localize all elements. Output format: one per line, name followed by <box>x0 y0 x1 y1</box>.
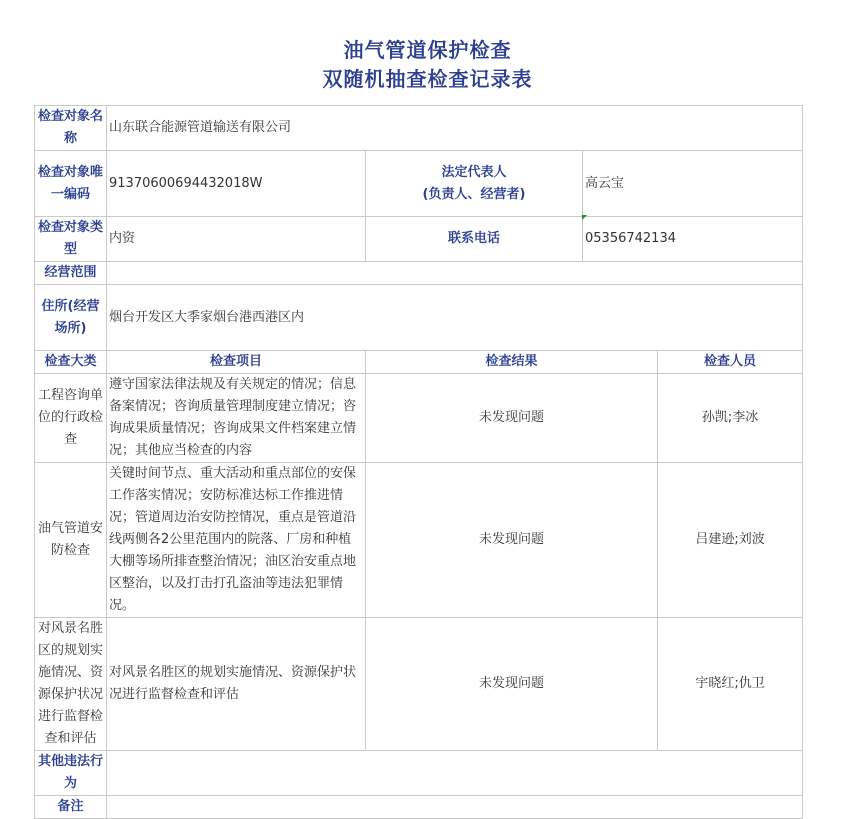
row-category: 对风景名胜区的规划实施情况、资源保护状况进行监督检查和评估 <box>35 618 107 751</box>
row-remarks <box>35 796 803 819</box>
title-line-1: 油气管道保护检查 <box>343 38 512 62</box>
row-address <box>35 285 803 351</box>
legal-rep-value: 高云宝 <box>583 151 803 217</box>
object-name-label: 检查对象名称 <box>35 106 107 151</box>
header-result: 检查结果 <box>366 351 658 374</box>
business-scope-label: 经营范围 <box>35 262 107 285</box>
row-result: 未发现问题 <box>366 463 658 618</box>
page-title <box>0 36 855 94</box>
object-type-label: 检查对象类型 <box>35 217 107 262</box>
unified-code-label: 检查对象唯一编码 <box>35 151 107 217</box>
row-item: 关键时间节点、重大活动和重点部位的安保工作落实情况；安防标准达标工作推进情况；管道周边治安防控情况，重点是管道沿线两侧各2公里范围内的院落、厂房和种植大棚等场所排查整治情况；油区治安重点地区整治，以及打击打孔盗油等违法犯罪情况。 <box>107 463 366 618</box>
address-value: 烟台开发区大季家烟台港西港区内 <box>107 285 803 351</box>
row-business-scope <box>35 262 803 285</box>
row-inspector: 吕建逊;刘波 <box>658 463 803 618</box>
phone-value: 05356742134 <box>583 217 803 262</box>
row-object-type <box>35 217 803 262</box>
row-result: 未发现问题 <box>366 374 658 463</box>
header-item: 检查项目 <box>107 351 366 374</box>
table-row <box>35 463 803 618</box>
unified-code-value: 91370600694432018W <box>107 151 366 217</box>
legal-rep-label-line1: 法定代表人 <box>441 164 507 180</box>
row-category: 工程咨询单位的行政检查 <box>35 374 107 463</box>
row-inspector: 孙凯;李冰 <box>658 374 803 463</box>
cell-comment-marker-icon <box>582 215 587 220</box>
row-object-name <box>35 106 803 151</box>
business-scope-value <box>107 262 803 285</box>
legal-rep-label-line2: (负责人、经营者) <box>422 186 526 202</box>
object-type-value: 内资 <box>107 217 366 262</box>
legal-rep-label <box>366 151 583 217</box>
row-result: 未发现问题 <box>366 618 658 751</box>
header-inspector: 检查人员 <box>658 351 803 374</box>
row-unified-code <box>35 151 803 217</box>
table-row <box>35 618 803 751</box>
other-violations-value <box>107 751 803 796</box>
row-item: 对风景名胜区的规划实施情况、资源保护状况进行监督检查和评估 <box>107 618 366 751</box>
phone-label: 联系电话 <box>366 217 583 262</box>
other-violations-label: 其他违法行为 <box>35 751 107 796</box>
section-header-row <box>35 351 803 374</box>
inspection-record-table <box>34 105 803 819</box>
row-inspector: 宇晓红;仇卫 <box>658 618 803 751</box>
title-line-2: 双随机抽查检查记录表 <box>322 67 533 91</box>
row-item: 遵守国家法律法规及有关规定的情况；信息备案情况；咨询质量管理制度建立情况；咨询成果质量情况；咨询成果文件档案建立情况；其他应当检查的内容 <box>107 374 366 463</box>
remarks-value <box>107 796 803 819</box>
remarks-label: 备注 <box>35 796 107 819</box>
row-category: 油气管道安防检查 <box>35 463 107 618</box>
table-row <box>35 374 803 463</box>
row-other-violations <box>35 751 803 796</box>
object-name-value: 山东联合能源管道输送有限公司 <box>107 106 803 151</box>
header-category: 检查大类 <box>35 351 107 374</box>
address-label: 住所(经营场所) <box>35 285 107 351</box>
